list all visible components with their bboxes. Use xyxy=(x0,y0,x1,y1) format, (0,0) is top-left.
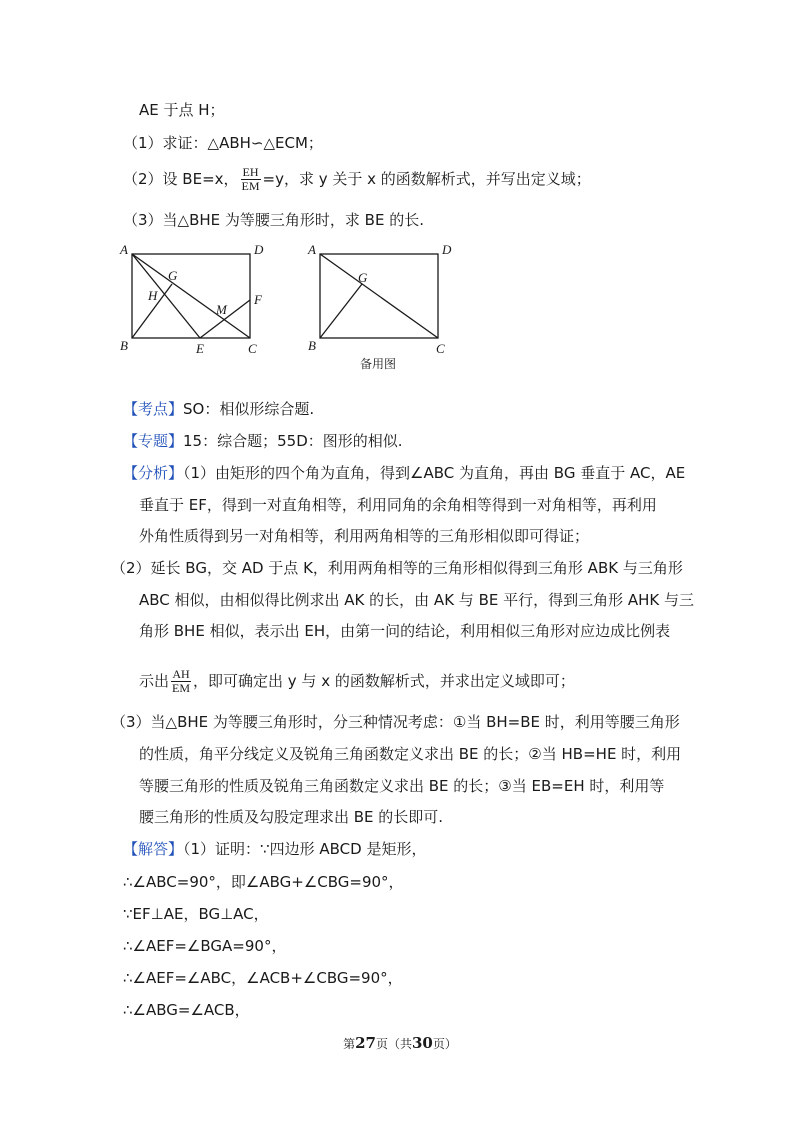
fenxi-text-1: （1）由矩形的四个角为直角，得到∠ABC 为直角，再由 BG 垂直于 AC，AE xyxy=(183,464,686,482)
label-f: F xyxy=(254,292,262,307)
label-c-backup: C xyxy=(436,341,445,356)
fenxi-line-6: 角形 BHE 相似，表示出 EH，由第一问的结论，利用相似三角形对应边成比例表 xyxy=(139,622,671,640)
fenxi-tag: 【分析】 xyxy=(123,464,184,482)
jieda-line-3: ∵EF⊥AE，BG⊥AC， xyxy=(123,905,269,923)
fraction-numerator: EH xyxy=(242,165,259,179)
fenxi-line-7-suffix: ，即可确定出 y 与 x 的函数解析式，并求出定义域即可； xyxy=(193,672,575,690)
footer-post: 页） xyxy=(432,1037,457,1051)
label-b-backup: B xyxy=(308,338,316,353)
figure-rectangle-backup xyxy=(300,238,460,374)
label-d: D xyxy=(254,242,264,257)
zhuanti-text: 15：综合题；55D：图形的相似. xyxy=(183,432,403,450)
footer-pre: 第 xyxy=(343,1037,356,1051)
label-m: M xyxy=(216,302,227,317)
question-2-suffix: =y，求 y 关于 x 的函数解析式，并写出定义域； xyxy=(262,170,591,188)
fenxi-line-3: 外角性质得到另一对角相等，利用两角相等的三角形相似即可得证； xyxy=(139,527,590,545)
jieda-line-5: ∴∠AEF=∠ABC，∠ACB+∠CBG=90°， xyxy=(123,969,403,987)
fenxi-line-8: （3）当△BHE 为等腰三角形时，分三种情况考虑：①当 BH=BE 时，利用等腰三角形 xyxy=(111,713,680,731)
footer-page-number: 27 xyxy=(355,1034,376,1052)
fenxi-line-7-prefix: 示出 xyxy=(139,672,170,690)
jieda-tag: 【解答】 xyxy=(123,840,184,858)
label-b: B xyxy=(120,338,128,353)
figure-caption: 备用图 xyxy=(360,357,397,371)
jieda-text-1: （1）证明：∵四边形 ABCD 是矩形， xyxy=(183,840,427,858)
fenxi-line-4: （2）延长 BG，交 AD 于点 K，利用两角相等的三角形相似得到三角形 ABK 与三角形 xyxy=(111,559,683,577)
jieda-line-2: ∴∠ABC=90°，即∠ABG+∠CBG=90°， xyxy=(123,873,404,891)
fraction-denominator: EM xyxy=(172,681,191,695)
segment-bg-backup xyxy=(320,284,362,338)
footer-total-pages: 30 xyxy=(412,1034,433,1052)
question-2 xyxy=(123,166,591,193)
jieda-line-6: ∴∠ABG=∠ACB， xyxy=(123,1001,250,1019)
fenxi-line-10: 等腰三角形的性质及锐角三角函数定义求出 BE 的长；③当 EB=EH 时，利用等 xyxy=(139,777,665,795)
label-g-backup: G xyxy=(358,270,368,285)
label-h: H xyxy=(148,288,158,303)
kaodian-line xyxy=(123,398,314,420)
label-a: A xyxy=(120,242,128,257)
question-1: （1）求证：△ABH∽△ECM； xyxy=(123,134,323,152)
fenxi-line-1 xyxy=(123,462,685,484)
jieda-line-1 xyxy=(123,838,426,860)
zhuanti-tag: 【专题】 xyxy=(123,432,184,450)
label-d-backup: D xyxy=(442,242,452,257)
fenxi-line-11: 腰三角形的性质及勾股定理求出 BE 的长即可. xyxy=(139,808,444,826)
fraction-eh-em xyxy=(241,166,261,193)
fraction-ah-em xyxy=(171,668,191,695)
zhuanti-line xyxy=(123,430,403,452)
fenxi-line-2: 垂直于 EF，得到一对直角相等，利用同角的余角相等得到一对角相等，再利用 xyxy=(139,496,657,514)
footer-mid: 页（共 xyxy=(375,1037,412,1051)
page-footer xyxy=(0,1034,800,1052)
diagonal-ac-backup xyxy=(320,254,438,338)
question-3: （3）当△BHE 为等腰三角形时，求 BE 的长. xyxy=(123,211,424,229)
problem-line-0: AE 于点 H； xyxy=(139,101,225,119)
kaodian-text: SO：相似形综合题. xyxy=(183,400,315,418)
segment-ae xyxy=(132,254,200,338)
label-c: C xyxy=(248,341,257,356)
label-a-backup: A xyxy=(308,242,316,257)
fenxi-line-9: 的性质，角平分线定义及锐角三角函数定义求出 BE 的长；②当 HB=HE 时，利用 xyxy=(139,745,682,763)
label-g: G xyxy=(168,268,178,283)
fenxi-line-5: ABC 相似，由相似得比例求出 AK 的长，由 AK 与 BE 平行，得到三角形 AHK 与三 xyxy=(139,591,695,609)
figure-rectangle-main xyxy=(110,238,270,358)
fraction-numerator: AH xyxy=(172,667,190,681)
label-e: E xyxy=(196,341,204,356)
fraction-denominator: EM xyxy=(241,179,260,193)
jieda-line-4: ∴∠AEF=∠BGA=90°， xyxy=(123,937,287,955)
fenxi-line-7 xyxy=(139,668,575,695)
question-2-prefix: （2）设 BE=x， xyxy=(123,170,239,188)
kaodian-tag: 【考点】 xyxy=(123,400,184,418)
